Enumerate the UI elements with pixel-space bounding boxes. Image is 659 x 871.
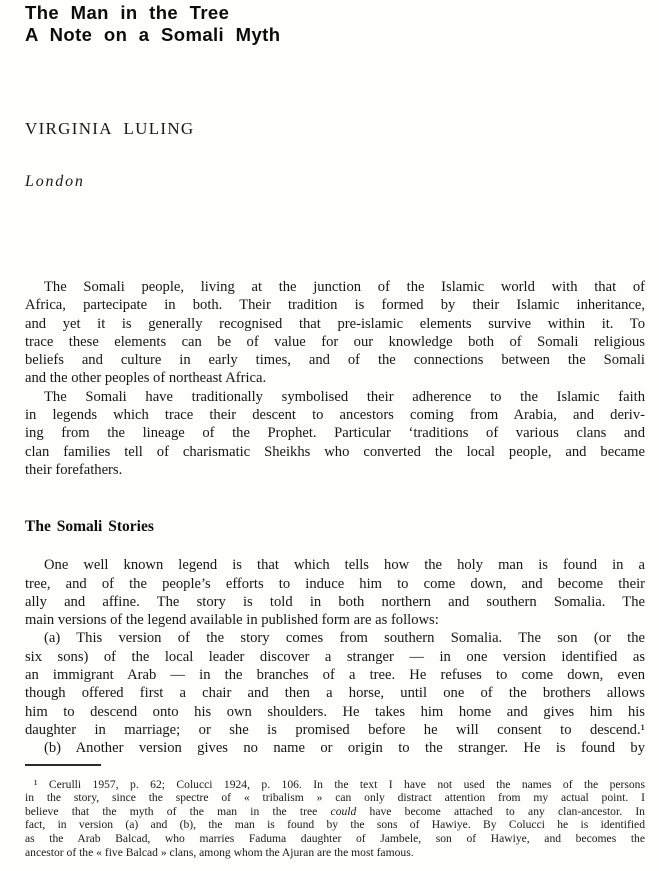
text-line: beliefs and culture in early times, and of the connections between the Somali — [25, 352, 645, 369]
text-line: ing from the lineage of the Prophet. Particular ‘traditions of various clans and — [25, 425, 645, 442]
footnote-text-segment: have become attached to any clan-ancestor. In — [356, 804, 645, 818]
paragraph-5-version-b — [25, 739, 645, 757]
footnote-line: fact, in version (a) and (b), the man is found by the sons of Hawiye. By Colucci he is identified — [25, 818, 645, 832]
footnote-text-segment: believe that the myth of the man in the tree — [25, 804, 331, 818]
text-line: in legends which trace their descent to ancestors coming from Arabia, and deriv- — [25, 407, 645, 424]
paper-title-line-1: The Man in the Tree — [25, 2, 230, 23]
footnote-line — [25, 805, 645, 819]
text-line: though offered first a chair and then a horse, until one of the brothers allows — [25, 685, 645, 702]
paragraph-3 — [25, 556, 645, 629]
text-line: him to descend onto his own shoulders. He takes him home and gives him his — [25, 703, 645, 720]
text-line: an immigrant Arab — in the branches of a tree. He refuses to come down, even — [25, 667, 645, 684]
text-line: clan families tell of charismatic Sheikhs who converted the local people, and became — [25, 443, 645, 460]
text-line: and yet it is generally recognised that pre-islamic elements survive within it. To — [25, 315, 645, 332]
author-name: VIRGINIA LULING — [25, 119, 195, 138]
footnote-line: ancestor of the « five Balcad » clans, among whom the Ajuran are the most famous. — [25, 845, 414, 859]
text-line: ally and affine. The story is told in both northern and southern Somalia. The — [25, 593, 645, 610]
paragraph-4-version-a — [25, 629, 645, 739]
footnote-line: in the story, since the spectre of « tribalism » can only distract attention from my actual point. I — [25, 791, 645, 805]
text-line: and the other peoples of northeast Africa. — [25, 370, 267, 387]
footnote-line: ¹ Cerulli 1957, p. 62; Colucci 1924, p. 106. In the text I have not used the names of the persons — [34, 777, 645, 791]
text-line: daughter in marriage; or she is promised before he will consent to descend.¹ — [25, 721, 645, 738]
text-line: tree, and of the people’s efforts to induce him to come down, and become their — [25, 575, 645, 592]
paragraph-2 — [25, 388, 645, 479]
section-heading: The Somali Stories — [25, 518, 154, 536]
text-line: main versions of the legend available in published form are as follows: — [25, 612, 439, 629]
article-body — [25, 278, 645, 859]
author-location: London — [25, 173, 85, 190]
text-line: Africa, partecipate in both. Their tradition is formed by their Islamic inheritance, — [25, 297, 645, 314]
paper-title — [25, 2, 280, 46]
text-line: (a) This version of the story comes from southern Somalia. The son (or the — [44, 630, 645, 647]
text-line: their forefathers. — [25, 461, 123, 478]
text-line: trace these elements can be of value for our knowledge both of Somali religious — [25, 333, 645, 350]
emphasis-could: could — [330, 804, 357, 818]
text-line: The Somali people, living at the junction of the Islamic world with that of — [44, 279, 645, 295]
paragraph-1 — [25, 278, 645, 388]
text-line: One well known legend is that which tells how the holy man is found in a — [44, 557, 645, 574]
text-line: (b) Another version gives no name or origin to the stranger. He is found by — [44, 740, 645, 757]
footnote-line: as the Arab Balcad, who marries Faduma daughter of Jambele, son of Hawiye, and becomes the — [25, 831, 645, 845]
text-line: six sons) of the local leader discover a stranger — in one version identified as — [25, 648, 645, 665]
footnote-separator-rule — [25, 764, 101, 766]
text-line: The Somali have traditionally symbolised their adherence to the Islamic faith — [44, 388, 645, 405]
paper-title-line-2: A Note on a Somali Myth — [25, 24, 281, 45]
footnote-1 — [25, 778, 645, 860]
